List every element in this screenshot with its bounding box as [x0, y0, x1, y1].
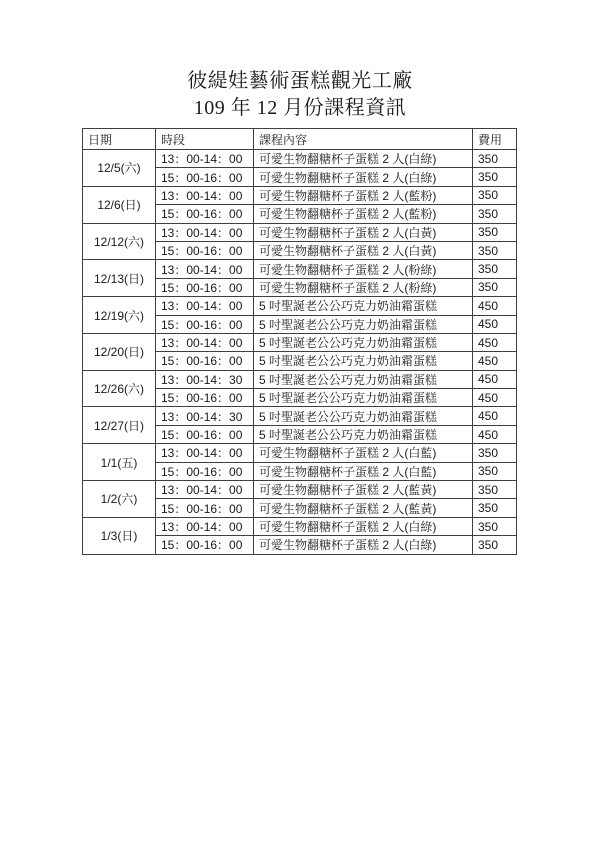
- time-cell: 15：00-16：00: [156, 462, 254, 480]
- fee-cell: 350: [473, 241, 517, 259]
- time-cell: 13：00-14：00: [156, 186, 254, 204]
- time-cell: 13：00-14：00: [156, 150, 254, 168]
- table-header: [83, 129, 517, 150]
- course-cell: 可愛生物翻糖杯子蛋糕 2 人(粉綠): [254, 260, 473, 278]
- date-cell: 1/3(日): [83, 517, 156, 554]
- time-cell: 15：00-16：00: [156, 536, 254, 554]
- table-row: [83, 481, 517, 499]
- date-cell: 1/1(五): [83, 444, 156, 481]
- page-title: 彼緹娃藝術蛋糕觀光工廠: [187, 70, 413, 92]
- course-cell: 可愛生物翻糖杯子蛋糕 2 人(白綠): [254, 150, 473, 168]
- course-cell: 可愛生物翻糖杯子蛋糕 2 人(藍黃): [254, 499, 473, 517]
- time-cell: 13：00-14：00: [156, 333, 254, 351]
- time-cell: 13：00-14：30: [156, 370, 254, 388]
- time-cell: 13：00-14：00: [156, 444, 254, 462]
- course-cell: 可愛生物翻糖杯子蛋糕 2 人(粉綠): [254, 278, 473, 296]
- table-row: [83, 333, 517, 351]
- time-cell: 13：00-14：00: [156, 481, 254, 499]
- table-row: [83, 517, 517, 535]
- course-cell: 可愛生物翻糖杯子蛋糕 2 人(藍粉): [254, 186, 473, 204]
- fee-cell: 350: [473, 260, 517, 278]
- date-cell: 12/12(六): [83, 223, 156, 260]
- table-row: [83, 370, 517, 388]
- course-cell: 5 吋聖誕老公公巧克力奶油霜蛋糕: [254, 389, 473, 407]
- page-subtitle: 109 年 12 月份課程資訊: [193, 97, 407, 119]
- course-cell: 5 吋聖誕老公公巧克力奶油霜蛋糕: [254, 333, 473, 351]
- course-cell: 可愛生物翻糖杯子蛋糕 2 人(藍黃): [254, 481, 473, 499]
- fee-cell: 350: [473, 223, 517, 241]
- fee-cell: 350: [473, 481, 517, 499]
- table-row: [83, 260, 517, 278]
- fee-cell: 350: [473, 444, 517, 462]
- course-cell: 可愛生物翻糖杯子蛋糕 2 人(白藍): [254, 462, 473, 480]
- fee-cell: 350: [473, 150, 517, 168]
- fee-cell: 450: [473, 315, 517, 333]
- table-row: [83, 150, 517, 168]
- time-cell: 13：00-14：00: [156, 223, 254, 241]
- date-cell: 1/2(六): [83, 481, 156, 518]
- fee-cell: 450: [473, 352, 517, 370]
- time-cell: 13：00-14：30: [156, 407, 254, 425]
- time-cell: 13：00-14：00: [156, 260, 254, 278]
- fee-cell: 350: [473, 536, 517, 554]
- fee-cell: 350: [473, 278, 517, 296]
- date-cell: 12/26(六): [83, 370, 156, 407]
- fee-cell: 350: [473, 168, 517, 186]
- table-row: [83, 297, 517, 315]
- time-cell: 15：00-16：00: [156, 205, 254, 223]
- course-cell: 可愛生物翻糖杯子蛋糕 2 人(白綠): [254, 536, 473, 554]
- fee-cell: 450: [473, 297, 517, 315]
- header-fee: 費用: [473, 129, 517, 150]
- fee-cell: 450: [473, 370, 517, 388]
- course-cell: 5 吋聖誕老公公巧克力奶油霜蛋糕: [254, 425, 473, 443]
- fee-cell: 350: [473, 517, 517, 535]
- fee-cell: 350: [473, 205, 517, 223]
- time-cell: 15：00-16：00: [156, 168, 254, 186]
- course-cell: 可愛生物翻糖杯子蛋糕 2 人(白黃): [254, 241, 473, 259]
- header-course: 課程內容: [254, 129, 473, 150]
- date-cell: 12/5(六): [83, 150, 156, 187]
- course-cell: 5 吋聖誕老公公巧克力奶油霜蛋糕: [254, 315, 473, 333]
- course-cell: 可愛生物翻糖杯子蛋糕 2 人(白藍): [254, 444, 473, 462]
- course-cell: 5 吋聖誕老公公巧克力奶油霜蛋糕: [254, 407, 473, 425]
- course-cell: 5 吋聖誕老公公巧克力奶油霜蛋糕: [254, 352, 473, 370]
- fee-cell: 350: [473, 499, 517, 517]
- time-cell: 15：00-16：00: [156, 499, 254, 517]
- time-cell: 15：00-16：00: [156, 352, 254, 370]
- header-time: 時段: [156, 129, 254, 150]
- table-row: [83, 223, 517, 241]
- time-cell: 15：00-16：00: [156, 425, 254, 443]
- header-date: 日期: [83, 129, 156, 150]
- fee-cell: 350: [473, 462, 517, 480]
- fee-cell: 450: [473, 389, 517, 407]
- course-cell: 可愛生物翻糖杯子蛋糕 2 人(白綠): [254, 168, 473, 186]
- table-row: [83, 186, 517, 204]
- time-cell: 15：00-16：00: [156, 315, 254, 333]
- table-row: [83, 407, 517, 425]
- fee-cell: 350: [473, 186, 517, 204]
- date-cell: 12/19(六): [83, 297, 156, 334]
- date-cell: 12/20(日): [83, 333, 156, 370]
- time-cell: 13：00-14：00: [156, 517, 254, 535]
- time-cell: 15：00-16：00: [156, 389, 254, 407]
- course-cell: 5 吋聖誕老公公巧克力奶油霜蛋糕: [254, 297, 473, 315]
- fee-cell: 450: [473, 333, 517, 351]
- header-row: [83, 129, 517, 150]
- course-schedule-table: [82, 128, 517, 555]
- fee-cell: 450: [473, 425, 517, 443]
- course-cell: 可愛生物翻糖杯子蛋糕 2 人(藍粉): [254, 205, 473, 223]
- table-row: [83, 444, 517, 462]
- time-cell: 13：00-14：00: [156, 297, 254, 315]
- course-cell: 5 吋聖誕老公公巧克力奶油霜蛋糕: [254, 370, 473, 388]
- time-cell: 15：00-16：00: [156, 241, 254, 259]
- course-cell: 可愛生物翻糖杯子蛋糕 2 人(白黃): [254, 223, 473, 241]
- course-cell: 可愛生物翻糖杯子蛋糕 2 人(白綠): [254, 517, 473, 535]
- date-cell: 12/6(日): [83, 186, 156, 223]
- fee-cell: 450: [473, 407, 517, 425]
- time-cell: 15：00-16：00: [156, 278, 254, 296]
- date-cell: 12/27(日): [83, 407, 156, 444]
- date-cell: 12/13(日): [83, 260, 156, 297]
- course-table-body: [83, 150, 517, 555]
